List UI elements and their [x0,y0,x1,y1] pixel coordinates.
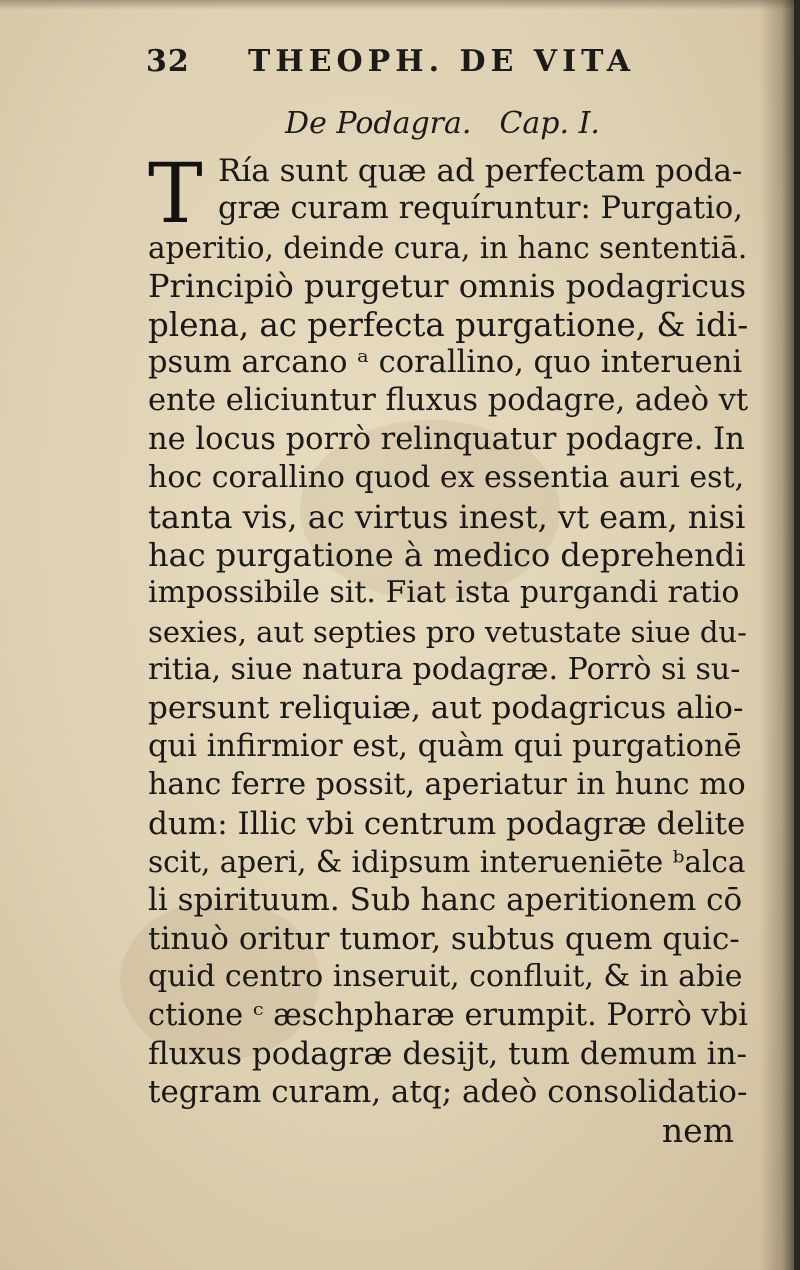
catchword: nem [661,1110,734,1150]
text-line: hoc corallino quod ex essentia auri est, [148,460,745,496]
text-line: fluxus podagræ desijt, tum demum in- [148,1035,747,1072]
text-line: dum: Illic vbi centrum podagræ delite [148,805,746,842]
text-line: Principiò purgetur omnis podagricus [148,267,747,306]
text-line: hanc ferre possit, aperiatur in hunc mo [148,767,746,803]
text-line: aperitio, deinde cura, in hanc sententiā. [148,230,748,265]
chapter-title: De Podagra. [285,106,472,141]
text-line: ctione ᶜ æschpharæ erumpit. Porrò vbi [148,997,748,1033]
text-line: tanta vis, ac virtus inest, vt eam, nisi [148,497,746,536]
body-text [148,147,749,1150]
text-line: qui infirmior est, quàm qui purgationē [148,728,742,764]
text-line: sexies, aut septies pro vetustate siue du- [148,614,747,649]
text-line: ritia, siue natura podagræ. Porrò si su- [148,652,741,688]
text-line: ente eliciuntur fluxus podagre, adeò vt [148,383,749,419]
chapter-number: Cap. I. [499,106,600,141]
text-line: li spirituum. Sub hanc aperitionem cō [148,882,743,919]
text-line: impossibile sit. Fiat ista purgandi ratio [148,575,740,611]
binding-edge [794,0,800,1270]
drop-cap: T [148,147,203,242]
page-number: 32 [146,44,190,79]
text-line: tinuò oritur tumor, subtus quem quic- [148,920,740,957]
text-line: psum arcano ᵃ corallino, quo interueni [148,344,743,380]
text-line: græ curam requíruntur: Purgatio, [218,191,743,227]
text-line: ne locus porrò relinquatur podagre. In [148,421,745,457]
text-line: persunt reliquiæ, aut podagricus alio- [148,690,744,727]
text-line: plena, ac perfecta purgatione, & idi- [148,305,749,344]
text-line: tegram curam, atq; adeò consolidatio- [148,1074,748,1111]
chapter-heading [150,106,735,141]
text-line: quid centro inseruit, confluit, & in abie [148,959,743,995]
text-line: scit, aperi, & idipsum interueniēte ᵇalca [148,845,746,880]
text-line: hac purgatione à medico deprehendi [148,535,746,574]
running-head [140,40,660,88]
running-title: THEOPH. DE VITA [248,44,636,79]
catchword-line [148,1112,748,1150]
text-line: Ría sunt quæ ad perfectam poda- [218,153,743,189]
page-top-shadow [0,0,800,10]
